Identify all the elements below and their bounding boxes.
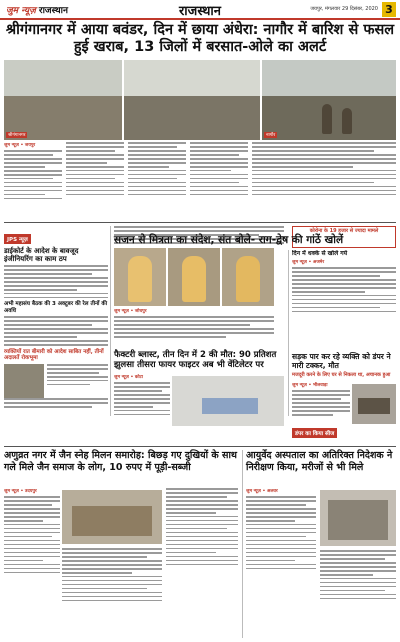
bottom-left-text-col-1 [4, 488, 60, 638]
right-subheadline: दिन में धक्के से खोले गये [292, 250, 348, 257]
photo-tag-1: श्रीगंगानगर [8, 133, 26, 138]
bottom-right-photo [320, 490, 396, 546]
column-divider-1 [110, 226, 111, 416]
bottom-right-byline: जुम न्यूज़ • अलवर [246, 489, 278, 494]
lead-text-col-2 [66, 142, 124, 220]
masthead [0, 0, 400, 20]
bottom-right-text-col-1 [246, 488, 316, 638]
bottom-divider [4, 446, 396, 447]
lead-photo-2 [124, 60, 260, 140]
page-number: 3 [382, 2, 396, 17]
bottom-left-text-col-2 [62, 548, 162, 638]
section-divider [4, 222, 396, 223]
column-divider-3 [242, 450, 243, 638]
bottom-right-text-col-2 [320, 550, 396, 638]
gym-story-headline: व्यक्तियों रात बीमारी को आदेश साबित नहीं, तीनों अदालतें रोकभूमा [4, 348, 104, 362]
gym-photo [4, 364, 44, 398]
bottom-left-headline: अणुव्रत नगर में जैन स्नेह मिलन समारोह: बिछड़ गए दुखियों के साथ गले मिले जैन समाज के लोग, 10 रुपए में पूड़ी-सब्जी [4, 450, 237, 473]
bottom-right-headline: आयुर्वेद अस्पताल का अतिरिक्त निदेशक ने निरीक्षण किया, मरीजों से भी मिले [246, 450, 393, 473]
factory-headline: फैक्टरी ब्लास्ट, तीन दिन में 2 की मौत: 90 प्रतिशत झुलसा तीसरा फायर फाइटर अब भी वेंटिलेटर पर [114, 350, 277, 370]
covid-stamp: कोरोना के 19 हजार से ज्यादा मामले [292, 226, 396, 248]
bottom-left-byline: जुम न्यूज़ • उदयपुर [4, 489, 37, 494]
saint-story-headline: सजन से मित्रता का संदेश, संत बोले- राग-द्वेष की गांठें खोलें [114, 234, 344, 246]
accident-headline: सड़क पार कर रहे व्यक्ति को डंपर ने मारी टक्कर, मौत [292, 352, 391, 370]
saint-photo-2 [168, 248, 220, 306]
accident-photo [352, 384, 396, 424]
factory-byline: जुम न्यूज़ • कोटा [114, 375, 143, 380]
accident-byline: जुम न्यूज़ • भीलवाड़ा [292, 383, 328, 388]
lead-photo-1 [4, 60, 122, 140]
box-story-headline: अभी महासंघ बैठक की 3 अक्टूबर की रेल तीनों की अवधि [4, 301, 108, 314]
accident-box-label: डंपर का किया सीज [292, 428, 337, 438]
saint-photo-3 [222, 248, 274, 306]
sidebar-tag: JPS न्यूज़ [4, 234, 31, 244]
bottom-left-text-col-3 [166, 488, 238, 638]
brand-part-1: जुम न्यूज़ [6, 6, 36, 16]
right-column [292, 250, 396, 350]
right-byline: जुम न्यूज़ • अजमेर [292, 260, 325, 265]
photo-tag-2: नागौर [266, 133, 276, 138]
sidebar-headline: डाईकोर्ट के आदेश के बावजूद इंजीनियरिंग का काम ठप [4, 247, 79, 263]
lead-text-col-5 [252, 142, 396, 220]
dateline: जयपुर, मंगलवार 29 दिसंबर, 2020 [310, 6, 378, 12]
lead-byline: जुम न्यूज़ • जयपुर [4, 143, 36, 148]
brand-part-2: राजस्थान [38, 6, 68, 16]
lead-text-col-3 [128, 142, 186, 220]
factory-text-col-1 [114, 374, 170, 444]
section-title: राजस्थान [178, 4, 222, 19]
saint-byline: जुम न्यूज़ • जोधपुर [114, 309, 147, 314]
saint-photo-1 [114, 248, 166, 306]
accident-subhead: मजदूरी करने के लिए घर से निकला था, अचानक हुआ [292, 372, 391, 378]
lead-headline: श्रीगंगानगर में आया बवंडर, दिन में छाया अंधेरा: नागौर में बारिश से फसल हुई खराब, 13 जिलों में बरसात-ओले का अलर्ट [5, 22, 395, 56]
factory-photo [172, 376, 284, 426]
left-column [4, 226, 108, 416]
lead-photo-3 [262, 60, 396, 140]
saint-story-text [114, 308, 274, 348]
bottom-left-photo [62, 490, 162, 544]
column-divider-2 [288, 250, 289, 416]
lead-text-col-4 [190, 142, 248, 220]
lead-text-col-1 [4, 142, 62, 220]
